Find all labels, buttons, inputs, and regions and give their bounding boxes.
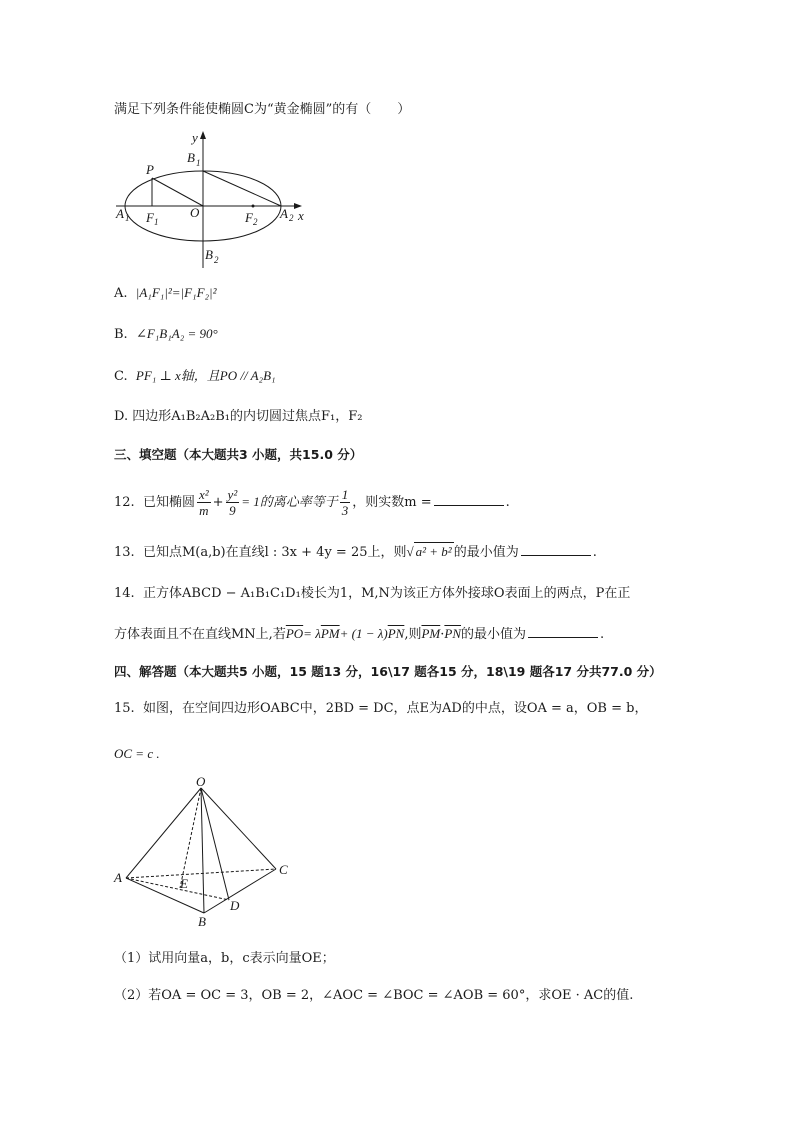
label-F2: F <box>245 210 253 225</box>
label-A1: A <box>116 206 124 221</box>
question-15-part-1: （1）试用向量a，b，c表示向量OE； <box>114 951 335 966</box>
option-d: D. 四边形A₁B₂A₂B₁的内切圆过焦点F₁，F₂ <box>114 409 363 424</box>
label-B1: B <box>187 150 195 165</box>
label-B2: B <box>205 247 213 262</box>
question-13: 13. 已知点M(a,b)在直线l : 3x + 4y = 25上，则√ a² + b² 的最小值为 . <box>114 544 597 560</box>
label-B2-sub: 2 <box>214 255 219 265</box>
label-E: E <box>180 876 188 891</box>
label-O: O <box>190 205 200 220</box>
label-O: O <box>196 776 206 789</box>
label-B: B <box>198 914 206 926</box>
label-A2-sub: 2 <box>289 213 294 223</box>
ellipse-figure <box>112 128 312 268</box>
label-D: D <box>230 898 240 913</box>
question-15-line2: OC = c . <box>114 746 160 761</box>
section-4-heading: 四、解答题（本大题共5 小题，15 题13 分，16\17 题各15 分，18\19 题各17 分共77.0 分） <box>114 664 662 679</box>
question-12: 12. 已知椭圆 $\frac{\text{x²}}{m}$ + $\frac{\text{y²}}{9}$ = 1的离心率等于 $\frac{1}{3}$ ，则实数m = . <box>114 487 510 518</box>
question-15-line1: 15. 如图，在空间四边形OABC中，2BD = DC，点E为AD的中点，设OA = a，OB = b， <box>114 701 648 716</box>
label-A: A <box>114 870 122 885</box>
question-15-part-2: （2）若OA = OC = 3，OB = 2，∠AOC = ∠BOC = ∠AOB = 60°，求OE · AC的值. <box>114 988 634 1003</box>
question-14-line1: 14. 正方体ABCD − A₁B₁C₁D₁棱长为1，M,N为该正方体外接球O表面上的两点，P在正 <box>114 586 631 601</box>
option-b: B. ∠F₁B₁A₂ = 90° <box>114 326 218 342</box>
option-c: C. PF₁ ⊥ x轴，且PO // A₂B₁ <box>114 368 276 384</box>
label-A2: A <box>280 206 288 221</box>
label-A1-sub: 1 <box>125 213 130 223</box>
section-3-heading: 三、填空题（本大题共3 小题，共15.0 分） <box>114 447 363 462</box>
label-P: P <box>146 162 154 177</box>
label-C: C <box>279 862 288 877</box>
question-intro: 满足下列条件能使椭圆C为“黄金椭圆”的有（ ） <box>114 102 411 117</box>
label-x: x <box>298 208 304 223</box>
label-F1: F <box>146 210 154 225</box>
option-a: A. |A₁F₁|²=|F₁F₂|² <box>114 285 217 301</box>
label-y: y <box>192 130 198 145</box>
label-F1-sub: 1 <box>154 217 159 227</box>
label-B1-sub: 1 <box>196 158 201 168</box>
tetrahedron-figure <box>112 776 302 926</box>
question-14-line2: 方体表面且不在直线MN上,若$\overline{PO}= \lambda\overline{PM}+ (1 - \lambda)\overline{PN}$,则$\overline{PM}\cdot\overline{PN}$的最小值为 . <box>114 626 605 642</box>
label-F2-sub: 2 <box>253 217 258 227</box>
